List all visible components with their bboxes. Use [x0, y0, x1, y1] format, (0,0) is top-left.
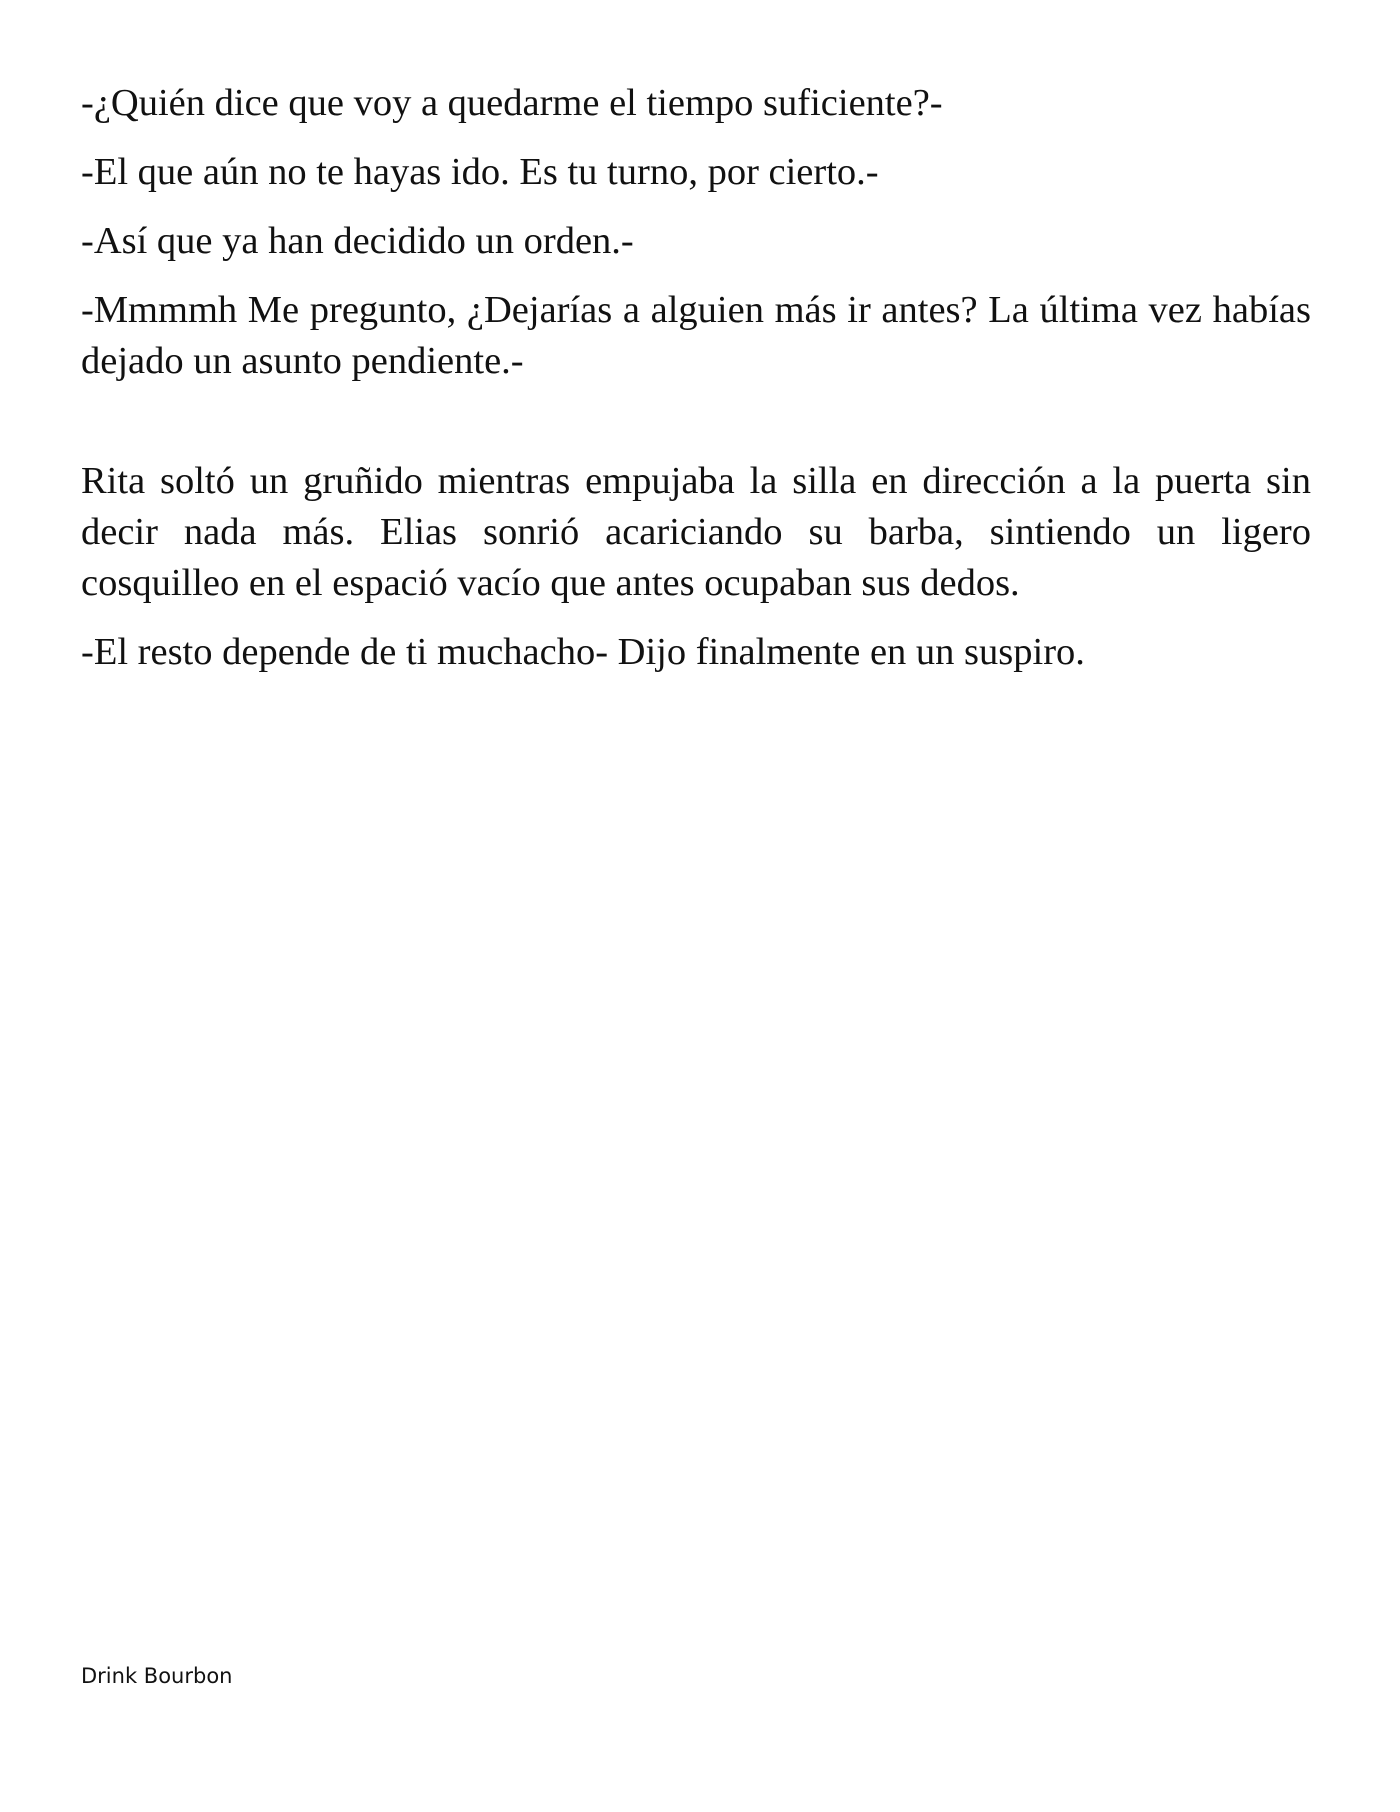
document-body	[81, 78, 1311, 696]
paragraph-4: -Mmmmh Me pregunto, ¿Dejarías a alguien más ir antes? La última vez habías dejado un asunto pendiente.-	[81, 289, 1311, 382]
paragraph-3: -Así que ya han decidido un orden.-	[81, 220, 634, 262]
paragraph-1: -¿Quién dice que voy a quedarme el tiempo suficiente?-	[81, 82, 943, 124]
paragraph-6: -El resto depende de ti muchacho- Dijo finalmente en un suspiro.	[81, 631, 1085, 673]
page-footer: Drink Bourbon	[81, 1664, 233, 1688]
paragraph-5: Rita soltó un gruñido mientras empujaba la silla en dirección a la puerta sin decir nada más. Elias sonrió acariciando su barba, sintiendo un ligero cosquilleo en el espació vacío que antes ocupaban sus dedos.	[81, 460, 1311, 604]
paragraph-2: -El que aún no te hayas ido. Es tu turno, por cierto.-	[81, 151, 879, 193]
